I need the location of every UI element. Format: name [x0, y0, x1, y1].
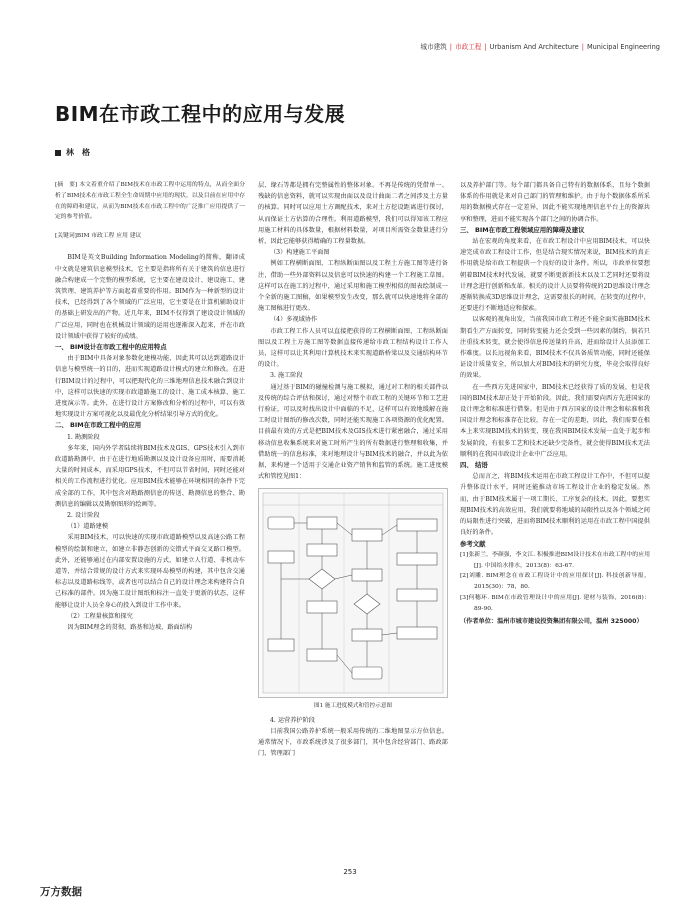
collab-paragraph: 市政工程工作人员可以直接把获得的工程横断面图、工程纵断面图以及工程土方施工图等数据直接传递给市政工程结构设计工作人员，这样可以让其利用计算机技术来实现道路桥梁以及交通结构环节的设计。	[258, 327, 448, 369]
flowchart-diagram	[259, 489, 447, 697]
header-column-name: 城市建筑	[420, 43, 447, 51]
author-line	[55, 147, 90, 158]
column-3	[460, 180, 650, 628]
column-1	[55, 180, 245, 633]
references-list	[460, 550, 650, 615]
header-section: 市政工程	[455, 43, 482, 51]
subsection-quantity: （2）工程量核算和探究	[67, 612, 133, 620]
subsection-design: 2. 设计阶段	[67, 512, 100, 520]
abstract-label: [摘 要]	[55, 182, 78, 188]
keywords	[55, 231, 245, 242]
section-3-paragraph-3: 在一些西方先进国家中，BIM技术已经获得了质的发展，但是我国的BIM技术却正处于开始阶段。因此，我们需要向西方先进国家的设计理念和标准进行借鉴。但是由于西方国家的设计理念和标准和我国设计理念和标准存在比较，存在一定的差距，因此，我们需要在根本上来实现BIM技术的转变，现在我国BIM技术发展一直处于起步和发展阶段，有很多工艺和技术还缺少完备性，就会使得BIM技术无法顺利的在我国市政设计企业中广泛应用。	[460, 383, 650, 458]
section-heading-1: 一、 BIM设计在市政工程中的应用特点	[55, 343, 167, 352]
section-1-paragraph: 由于BIM中具备对象参数化建模功能，因此其可以达到道路设计信息与模型统一的目的，进而实现道路设计模式的建立和修改。在进行BIM设计的过程中，可以把现代化的三维地理信息技术融合到设计中，这样可以快速的实现市政道路施工的设计、施工成本核算、施工进度演示等。此外，在进行设计方案修改和分析的过程中，可以有效地实现设计方案可视化以及最优化分析结果引导方式的优化。	[55, 355, 245, 419]
reference-item: [2]刘雕. BIM理念在市政工程设计中的应用探讨[J]. 科技创新导报，2015(30)：78，80.	[460, 573, 650, 591]
subsection-maintenance: 4. 运营养护阶段	[270, 716, 315, 724]
footer-logo: 万方数据	[40, 886, 82, 898]
subsection-survey: 1. 勘测阶段	[67, 433, 100, 441]
road-modeling-paragraph: 采用BIM技术，可以快速的实现市政道路模型以及高速公路工程模型的绘制和建立，如建立非静态创新的交错式平面交叉路口模型。此外，还能够通过在内部安置设施的方式，如建立人行道、非机动车道等，并结合常规的设计方式来实现环岛模型的构建，其中包含交通标志以及道路标线等，或者也可以结合自己的设计理念来构建符合自己标准的部件。因为施工设计图纸和标注一直处于更新的状态，这样能够让设计人员全身心的投入到设计工作中来。	[55, 534, 245, 609]
keywords-text: BIM 市政工程 应用 建议	[76, 233, 142, 240]
column-2	[258, 180, 448, 760]
section-3-paragraph-2: 以客观的视角出发，当前我国市政工程还不能全面实施BIM技术期看生产方面转变，同时转变能力还会受到一些因素的制约，倘若只注重技术转变，就会使得信息传送量的升高，进而给设计人员添加工作难度。以长远视角来看，BIM技术不仅具备质管功能，同时还能保证设计质量安全，所以加大对BIM技术的研究力度，毕竟会取得良好的效果。	[460, 316, 650, 380]
journal-header: 城市建筑 | 市政工程 | Urbanism And Architecture | Municipal Engineering	[420, 43, 660, 51]
maintenance-paragraph-cont: 以及养护部门等。每个部门都具备自己特有的数据体系，且每个数据体系的作用就是来对自己部门的管理和维护。由于每个数据体系所采用的数据模式存在一定差异，因此不能实现地理信息平台上的资源共享和整理，进而不能实现各个部门之间的协调合作。	[460, 182, 650, 223]
construction-paragraph: 通过基于BIM的碰撞检测与施工模拟，通过对工程的相关部件以及传统的综合评估和探讨，通过对整个市政工程的关键环节和工艺进行验证，可以及时找出设计中面临的不足，这样可以有效地缓解在施工时设计图纸的修改次数，同时还能实现施工各项资源的优化配置。目前最有效的方式是把BIM技术及GIS技术进行紧密融合，通过采用移动信息收集系统来对施工时所产生的所有数据进行整理和收集，并借助统一的信息标准，来对地理设计与BIM技术的融合，并以此为依据，来构建一个适用于交通企业资产销售和监管的系统。施工进度模式和管控见图1：	[258, 383, 448, 481]
section-heading-3: 三、 BIM在市政工程领域应用的障碍及建议	[460, 225, 585, 234]
references-heading: 参考文献	[460, 539, 486, 548]
keywords-label: [关键词]	[55, 233, 77, 240]
article-title: BIM在市政工程中的应用与发展	[55, 102, 346, 126]
author-name: 林 格	[66, 148, 90, 157]
quantity-paragraph-cont: 层、缘石等都是拥有完整属性的整体对象。不再是传统的凭借单一、残缺的信息资料，就可以实现由面以及设计曲面二者之间涉及土方量的核算。同时可以应用土方调配技术，来对土方挖设距离进行探讨，从而保证土方估算的合理性。利用道路模型，我们可以得知该工程应用施工材料的具体数量，根据材料数量，对项目所需资金数量进行分析，因此它能够获得精确的工程量数据。	[258, 182, 448, 246]
subsection-collab: （4）多视域协作	[270, 316, 318, 324]
subsection-construction: 3. 施工阶段	[270, 372, 303, 380]
maintenance-paragraph: 目前我国公路养护系统一般采用传统的二维地图显示方位信息。通常情况下，市政系统涉及了很多部门，其中包含经营部门、路政部门、管理部门	[258, 727, 448, 758]
author-affiliation: （作者单位：温州市城市建设投资集团有限公司，温州 325000）	[460, 618, 643, 626]
page-number: 253	[343, 868, 357, 876]
header-english-2: Municipal Engineering	[586, 43, 660, 51]
reference-item: [1]张新兰，李颜强，李文江. 积极推进BIM设计技术在市政工程中的应用[J]. 中国给水排水，2013(8)：63-67.	[460, 551, 650, 569]
conclusion-paragraph: 总而言之，将BIM技术运用在市政工程设计工作中，不但可以提升整体设计水平，同时还能推动市场工程设计企业的稳定发展。然而，由于BIM技术属于一项工期长、工序复杂的技术。因此，要想实现BIM技术的高效应用，我们就要将地域的局限性以及各个领域之间的局限性进行突破，进而将BIM技术顺利的运用在市政工程中国提供良好的条件。	[460, 473, 650, 537]
plan-paragraph: 例如工程横断面图、工程纵断面图以及工程土方施工图等进行备注，借助一些外部资料以及信息可以快速的构建一个工程施工草图。这样可以在施工的过程中，通过采用和施工模型相似的图表绘制成一个全新的施工图稿，如果模型发生改变，那么就可以快速地将全部的施工图稿进行更改。	[258, 260, 448, 313]
quantity-paragraph: 因为BIM理念的贯彻，路基和边坡、路面结构	[67, 624, 193, 632]
section-heading-4: 四、 结语	[460, 461, 488, 470]
abstract-text: 本文着重介绍了BIM技术在市政工程中运用的特点，从而全面分析了BIM技术在市政工程全生命周期中应用的现状，以及目前在应用中存在的障碍和建议，从而为BIM技术在市政工程中的广泛推广应用提供了一定的参考价值。	[55, 182, 245, 221]
section-heading-2: 二、 BIM在市政工程中的应用	[55, 421, 142, 430]
section-3-paragraph-1: 站在宏观的角度来看，在市政工程设计中应用BIM技术，可以快速完成市政工程设计工作，但是结合现实情况来说，BIM技术的真正作用就是给市政工程提供一个良好的设计条件。所以，市政单位要想朝着BIM技术时代发展，就要不断更新新技术以及工艺同时还要将设计理念进行创新和改革。相关的设计人员要将传统的2D思维设计理念逐渐转换成3D思维设计理念，这需要很长的时间，在转变的过程中，还要进行不断地适应和探索。	[460, 238, 650, 313]
abstract	[55, 180, 245, 223]
square-bullet-icon	[55, 150, 61, 156]
intro-paragraph: BIM是英文Building Information Modeling的简称，翻译成中文就是建筑信息模型技术，它主要是指将所有关于建筑的信息进行融合构建成一个完整的模型系统，它主要在建设设计、建设施工、建筑管理、建筑养护等方面起着重要的作用。BIM作为一种新型的设计技术，已经得到了各个领域的广泛应用，它主要是在计算机辅助设计的基础上研发出的产物。近几年来，BIM不仅得到了建设设计领域的广泛应用，同时也在机械设计领域的运用也逐渐深入起来，并在市政设计领域中获得了较好的成绩。	[55, 254, 245, 340]
header-english-1: Urbanism And Architecture	[489, 43, 579, 51]
subsection-road-modeling: （1）道路建模	[67, 523, 109, 531]
figure-caption: 图1 施工进度模式和管控示意图	[313, 703, 393, 710]
reference-item: [3]何穗环. BIM在市政管理设计中的应用[J]. 建材与装饰，2016(8)：89-90.	[460, 594, 650, 612]
subsection-plan: （3）构建施工平面图	[270, 249, 330, 257]
survey-paragraph: 多年来，国内外学者陆续将BIM技术及GIS、GPS技术引入到市政道路勘测中，由于在进行地质勘测以及设计设备应用时，需要消耗大量的时间成本，而采用GPS技术，不但可以节省时间，同时还能对相关的工作流程进行优化。应用BIM技术能够在环境相同的条件下完成全部的工作，其中包含对勘路测信息的传送、勘测信息的整合、勘测信息的编辑以及勘察图形的绘画等。	[55, 444, 245, 508]
figure-1	[258, 488, 448, 698]
